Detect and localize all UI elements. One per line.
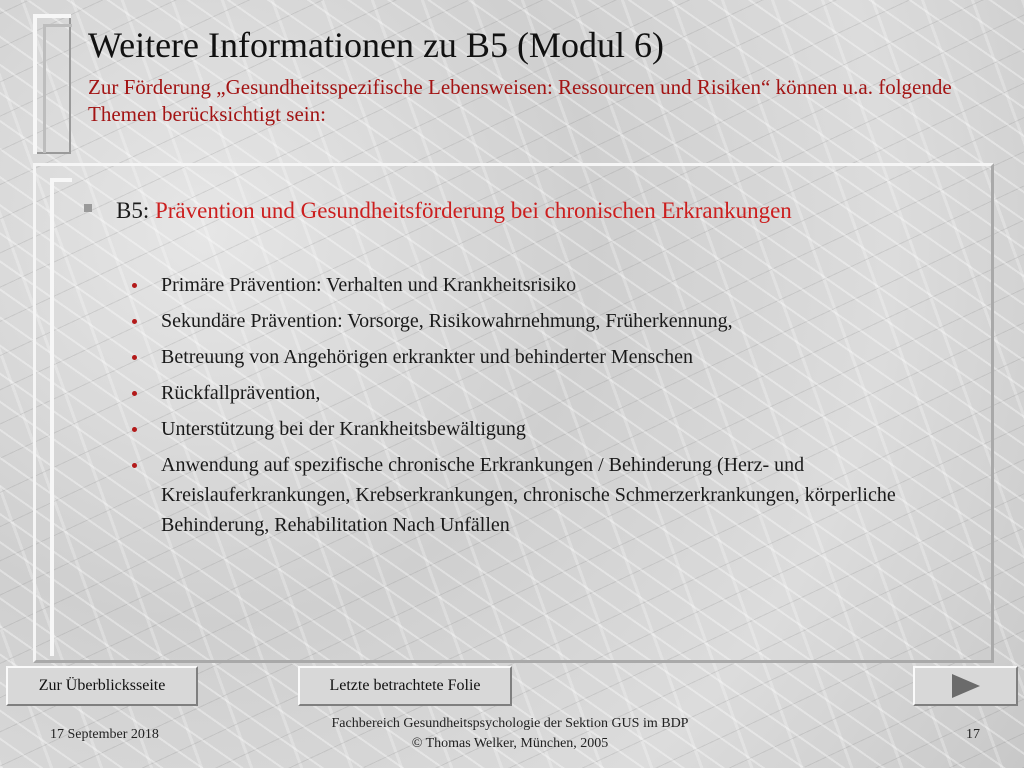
footer-credits: [250, 714, 770, 754]
subtopic-list: [132, 270, 952, 546]
list-item: [132, 414, 952, 444]
play-arrow-icon: [952, 674, 980, 698]
list-item: [132, 270, 952, 300]
bullet-dot-icon: [132, 463, 137, 468]
list-item: [132, 342, 952, 372]
list-item-text: Unterstützung bei der Krankheitsbewältigung: [161, 418, 526, 440]
title-frame-decoration: [33, 14, 71, 154]
bullet-dot-icon: [132, 427, 137, 432]
overview-button[interactable]: Zur Überblicksseite: [6, 666, 198, 706]
main-topic-prefix: B5:: [116, 198, 155, 223]
main-topic: [116, 196, 916, 226]
slide-title: Weitere Informationen zu B5 (Modul 6): [88, 25, 664, 65]
list-item-text: Rückfallprävention,: [161, 382, 321, 404]
list-item-text: Anwendung auf spezifische chronische Erkrankungen / Behinderung (Herz- und Kreislauferkrankungen, Krebserkrankungen, chronische Schmerzerkrankungen, körperliche Behinderung, Rehabilitation Nach Unfällen: [161, 454, 896, 536]
next-slide-button[interactable]: [913, 666, 1018, 706]
list-item-text: Betreuung von Angehörigen erkrankter und behinderter Menschen: [161, 346, 694, 368]
list-item-text: Primäre Prävention: Verhalten und Krankheitsrisiko: [161, 274, 577, 296]
last-viewed-slide-button[interactable]: Letzte betrachtete Folie: [298, 666, 512, 706]
square-bullet-icon: [84, 204, 92, 212]
main-topic-highlight: Prävention und Gesundheitsförderung bei chronischen Erkrankungen: [154, 198, 792, 223]
footer-date: 17 September 2018: [50, 727, 159, 742]
bullet-dot-icon: [132, 319, 137, 324]
list-item: [132, 450, 952, 540]
footer-credits-line1: Fachbereich Gesundheitspsychologie der Sektion GUS im BDP: [331, 716, 689, 731]
slide-subtitle: Zur Förderung „Gesundheitsspezifische Lebensweisen: Ressourcen und Risiken“ können u.a. folgende Themen berücksichtigt sein:: [88, 75, 952, 126]
bullet-dot-icon: [132, 391, 137, 396]
list-item-text: Sekundäre Prävention: Vorsorge, Risikowahrnehmung, Früherkennung,: [161, 310, 733, 332]
list-item: [132, 378, 952, 408]
footer-credits-line2: © Thomas Welker, München, 2005: [411, 736, 609, 751]
bullet-dot-icon: [132, 283, 137, 288]
list-item: [132, 306, 952, 336]
bullet-dot-icon: [132, 355, 137, 360]
content-frame-inner-decoration: [50, 178, 72, 656]
page-number: 17: [966, 727, 980, 742]
